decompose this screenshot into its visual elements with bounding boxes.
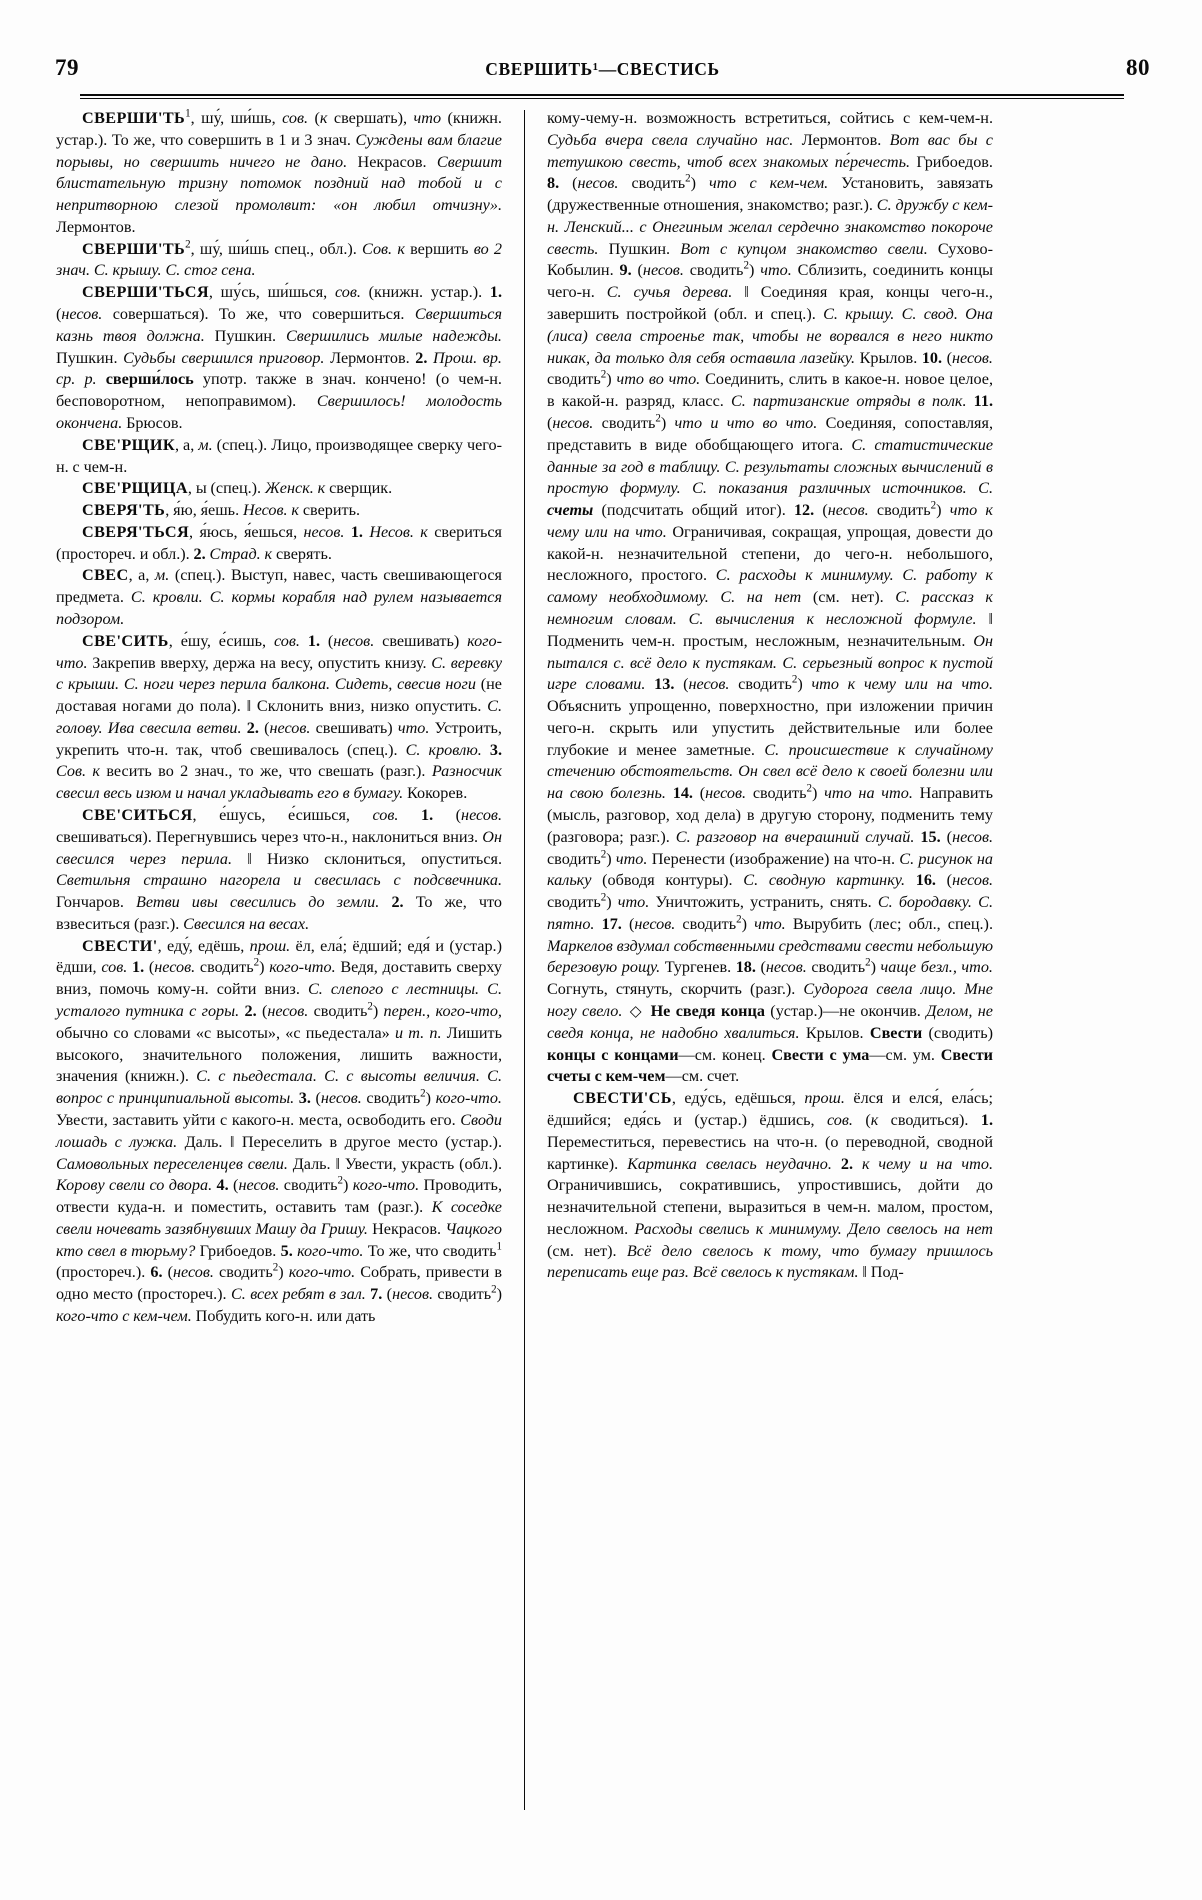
dictionary-entry: СВЕСТИ', еду́, едёшь, прош. ёл, ела́; ёдший; едя́ и (устар.) ёдши, сов. 1. (несов. сводить$^2$) кого-что. Ведя, доставить сверху вниз, помочь кому-н. сойти вниз. С. слепого с лестницы. С. усталого путника с горы. 2. (несов. сводить$^2$) перен., кого-что, обычно со словами «с высоты», «с пьедестала» и т. п. Лишить высокого, значительного положения, лишить важности, значения (книжн.). С. с пьедестала. С. с высоты величия. С. вопрос с принципиальной высоты. 3. (несов. сводить$^2$) кого-что. Увести, заставить уйти с какого-н. места, освободить его. Своди лошадь с лужка. Даль. ‖ Переселить в другое место (устар.). Самовольных переселенцев свели. Даль. ‖ Увести, украсть (обл.). Корову свели со двора. 4. (несов. сводить$^2$) кого-что. Проводить, отвести куда-н. и поместить, оставить там (разг.). К соседке свели ночевать зазябнувших Машу да Гришу. Некрасов. Чацкого кто свел в тюрьму? Грибоедов. 5. кого-что. То же, что сводить$^1$ (простореч.). 6. (несов. сводить$^2$) кого-что. Собрать, привести в одно место (простореч.). С. всех ребят в зал. 7. (несов. сводить$^2$) кого-что с кем-чем. Побудить кого-н. или дать — [56, 936, 503, 1325]
dictionary-entry: СВЕ'РЩИК, а, м. (спец.). Лицо, производящее сверку чего-н. с чем-н. — [56, 435, 502, 476]
rule-thick — [80, 94, 1124, 96]
header-double-rule — [80, 94, 1124, 100]
rule-thin — [80, 98, 1124, 99]
dictionary-entry: $СВЕРШИ'ТЬ^1$, шу́, ши́шь, сов. (к свершать), что (книжн. устар.). То же, что совершить в 1 и 3 знач. Суждены вам благие порывы, но свершить ничего не дано. Некрасов. Свершит блистательную тризну потомок поздний над тобой и с непритворною слезой промолвит: «он любил отчизну». Лермонтов. — [56, 107, 503, 236]
column-container — [56, 108, 1152, 1840]
dictionary-entry: СВЕ'СИТЬ, е́шу, е́сишь, сов. 1. (несов. свешивать) кого-что. Закрепив вверху, держа на весу, опустить книзу. С. веревку с крыши. С. ноги через перила балкона. Сидеть, свесив ноги (не доставая ногами до пола). ‖ Склонить вниз, низко опустить. С. голову. Ива свесила ветви. 2. (несов. свешивать) что. Устроить, укрепить что-н. так, чтоб свешивалось (спец.). С. кровлю. 3. Сов. к весить во 2 знач., то же, что свешать (разг.). Разносчик свесил весь изюм и начал укладывать его в бумагу. Кокорев. — [56, 631, 502, 803]
left-column — [56, 108, 524, 1840]
dictionary-entry: СВЕРЯ'ТЬ, я́ю, я́ешь. Несов. к сверить. — [82, 501, 361, 520]
entry-continuation: кому-чему-н. возможность встретиться, сойтись с кем-чем-н. Судьба вчера свела случайно нас. Лермонтов. Вот вас бы с тетушкою свесть, чтоб всех знакомых пе́речесть. Грибоедов. 8. (несов. сводить$^2$) что с кем-чем. Установить, завязать (дружественные отношения, знакомство; разг.). С. дружбу с кем-н. Ленский... с Онегиным желал сердечно знакомство покороче свесть. Пушкин. Вот с купцом знакомство свели. Сухово-Кобылин. 9. (несов. сводить$^2$) что. Сблизить, соединить концы чего-н. С. сучья дерева. ‖ Соединяя края, концы чего-н., завершить постройкой (обл. и спец.). С. крышу. С. свод. Она (лиса) свела строенье так, чтобы не ворвался в него никто никак, да только для себя оставила лазейку. Крылов. 10. (несов. сводить$^2$) что во что. Соединить, слить в какое-н. новое целое, в какой-н. разряд, класс. С. партизанские отряды в полк. 11. (несов. сводить$^2$) что и что во что. Соединяя, сопоставляя, представить в виде обобщающего итога. С. статистические данные за год в таблицу. С. результаты сложных вычислений в простую формулу. С. показания различных источников. С. счеты (подсчитать общий итог). 12. (несов. сводить$^2$) что к чему или на что. Ограничивая, сокращая, упрощая, довести до какой-н. незначительной степени, до чего-н. небольшого, несложного, простого. С. расходы к минимуму. С. работу к самому необходимому. С. на нет (см. нет). С. рассказ к немногим словам. С. вычисления к несложной формуле. ‖ Подменить чем-н. простым, несложным, незначительным. Он пытался с. всё дело к пустякам. С. серьезный вопрос к пустой игре словами. 13. (несов. сводить$^2$) что к чему или на что. Объяснить упрощенно, поверхностно, при изложении причин чего-н. скрыть или упустить действительные или более глубокие и менее заметные. С. происшествие к случайному стечению обстоятельств. Он свел всё дело к своей болезни или на свою болезнь. 14. (несов. сводить$^2$) что на что. Направить (мысль, разговор, ход дела) в другую сторону, подменить тему (разговора; разг.). С. разговор на вчерашний случай. 15. (несов. сводить$^2$) что. Перенести (изображение) на что-н. С. рисунок на кальку (обводя контуры). С. сводную картинку. 16. (несов. сводить$^2$) что. Уничтожить, устранить, снять. С. бородавку. С. пятно. 17. (несов. сводить$^2$) что. Вырубить (лес; обл., спец.). Маркелов вздумал собственными средствами свести небольшую березовую рощу. Тургенев. 18. (несов. сводить$^2$) чаще безл., что. Согнуть, стянуть, скорчить (разг.). Судорога свела лицо. Мне ногу свело. ◇ Не сведя конца (устар.)—не окончив. Делом, не сведя конца, не надобно хвалиться. Крылов. Свести (сводить) концы с концами—см. конец. Свести с ума—см. ум. Свести счеты с кем-чем—см. счет. — [547, 109, 994, 1086]
dictionary-entry: СВЕРЯ'ТЬСЯ, я́юсь, я́ешься, несов. 1. Несов. к свериться (простореч. и обл.). 2. Страд. к сверять. — [56, 522, 502, 563]
dictionary-entry: $СВЕРШИ'ТЬ^2$, шу́, ши́шь спец., обл.). Сов. к вершить во 2 знач. С. крышу. С. стог сена. — [56, 238, 502, 280]
dictionary-entry: СВЕРШИ'ТЬСЯ, шу́сь, ши́шься, сов. (книжн. устар.). 1. (несов. совершаться). То же, что совершиться. Свершиться казнь твоя должна. Пушкин. Свершились милые надежды. Пушкин. Судьбы свершился приговор. Лермонтов. 2. Прош. вр. ср. р. сверши́лось употр. также в знач. кончено! (о чем-н. бесповоротном, непоправимом). Свершилось! молодость окончена. Брюсов. — [56, 283, 502, 432]
dictionary-entry: СВЕ'РЩИЦА, ы (спец.). Женск. к сверщик. — [82, 479, 393, 498]
dictionary-entry: СВЕС, а, м. (спец.). Выступ, навес, часть свешивающегося предмета. С. кровли. С. кормы корабля над рулем называется подзором. — [56, 566, 502, 628]
folio-right: 80 — [1126, 55, 1150, 80]
page-header — [55, 55, 1150, 85]
right-column — [525, 108, 993, 1840]
dictionary-entry: СВЕСТИ'СЬ, еду́сь, едёшься, прош. ёлся и елся́, ела́сь; ёдшийся; едя́сь и (устар.) ёдшись, сов. (к сводиться). 1. Переместиться, перевестись на что-н. (о переводной, сводной картинке). Картинка свелась неудачно. 2. к чему и на что. Ограничившись, сократившись, упростившись, дойти до незначительной степени, выразиться в чем-н. малом, простом, несложном. Расходы свелись к минимуму. Дело свелось на нет (см. нет). Всё дело свелось к тому, что бумагу пришлось переписать еще раз. Всё свелось к пустякам. ‖ Под- — [547, 1089, 994, 1282]
running-head: СВЕРШИТЬ¹—СВЕСТИСЬ — [485, 59, 720, 79]
folio-left: 79 — [55, 55, 79, 80]
dictionary-entry: СВЕ'СИТЬСЯ, е́шусь, е́сишься, сов. 1. (несов. свешиваться). Перегнувшись через что-н., наклониться вниз. Он свесился через перила. ‖ Низко склониться, опуститься. Светильня страшно нагорела и свесилась с подсвечника. Гончаров. Ветви ивы свесились до земли. 2. То же, что взвеситься (разг.). Свесился на весах. — [56, 806, 502, 933]
